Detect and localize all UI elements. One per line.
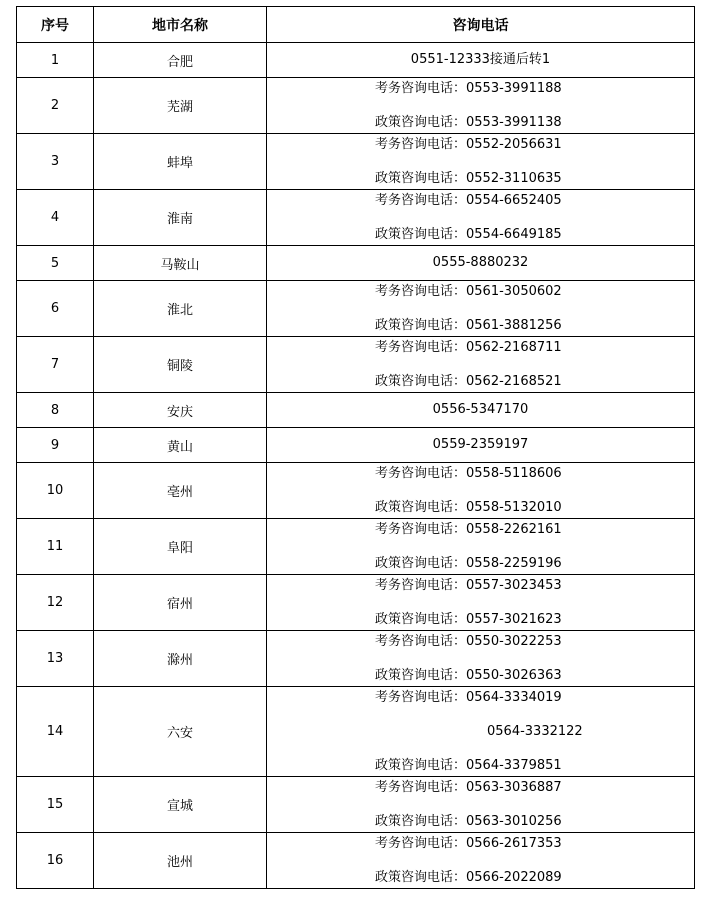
row-phone <box>267 43 695 78</box>
phone-line: 政策咨询电话：0550-3026363 <box>375 668 562 683</box>
phone-list <box>267 339 694 390</box>
table-row <box>17 631 695 687</box>
row-index: 10 <box>17 463 94 519</box>
row-phone <box>267 519 695 575</box>
table-row <box>17 687 695 777</box>
row-city: 铜陵 <box>94 337 267 393</box>
phone-line: 考务咨询电话：0562-2168711 <box>375 340 562 355</box>
phone-line: 考务咨询电话：0553-3991188 <box>375 81 562 96</box>
phone-line: 考务咨询电话：0564-3334019 <box>375 690 562 705</box>
phone-line: 政策咨询电话：0561-3881256 <box>375 318 562 333</box>
phone-list <box>267 521 694 572</box>
row-index: 1 <box>17 43 94 78</box>
table-row <box>17 519 695 575</box>
header-phone: 咨询电话 <box>267 7 695 43</box>
phone-line: 政策咨询电话：0563-3010256 <box>375 814 562 829</box>
phone-list <box>267 283 694 334</box>
table-row <box>17 134 695 190</box>
phone-number: 0555-8880232 <box>432 255 529 270</box>
row-index: 12 <box>17 575 94 631</box>
consultation-phone-table <box>16 6 695 889</box>
table-row <box>17 337 695 393</box>
row-phone <box>267 428 695 463</box>
table-row <box>17 463 695 519</box>
row-phone <box>267 777 695 833</box>
phone-line: 政策咨询电话：0558-5132010 <box>375 500 562 515</box>
row-phone <box>267 463 695 519</box>
row-phone <box>267 246 695 281</box>
row-phone <box>267 631 695 687</box>
phone-line: 考务咨询电话：0566-2617353 <box>375 836 562 851</box>
header-index: 序号 <box>17 7 94 43</box>
phone-list <box>267 465 694 516</box>
row-city: 合肥 <box>94 43 267 78</box>
row-index: 8 <box>17 393 94 428</box>
row-index: 11 <box>17 519 94 575</box>
table-header-row <box>17 7 695 43</box>
table-row <box>17 393 695 428</box>
table-row <box>17 78 695 134</box>
phone-number: 0551-12333接通后转1 <box>410 52 551 67</box>
table-row <box>17 246 695 281</box>
row-city: 蚌埠 <box>94 134 267 190</box>
phone-line: 考务咨询电话：0558-2262161 <box>375 522 562 537</box>
row-phone <box>267 833 695 889</box>
table-row <box>17 43 695 78</box>
row-index: 2 <box>17 78 94 134</box>
row-city: 宿州 <box>94 575 267 631</box>
phone-list <box>267 136 694 187</box>
phone-number: 0556-5347170 <box>432 402 529 417</box>
phone-list <box>267 835 694 886</box>
row-index: 15 <box>17 777 94 833</box>
row-city: 黄山 <box>94 428 267 463</box>
phone-list <box>267 577 694 628</box>
row-index: 5 <box>17 246 94 281</box>
phone-list <box>267 80 694 131</box>
phone-list <box>267 633 694 684</box>
row-index: 7 <box>17 337 94 393</box>
header-city: 地市名称 <box>94 7 267 43</box>
phone-list <box>267 779 694 830</box>
row-phone <box>267 687 695 777</box>
phone-line: 政策咨询电话：0566-2022089 <box>375 870 562 885</box>
row-phone <box>267 78 695 134</box>
table-row <box>17 777 695 833</box>
row-city: 滁州 <box>94 631 267 687</box>
row-phone <box>267 393 695 428</box>
row-index: 16 <box>17 833 94 889</box>
row-city: 宣城 <box>94 777 267 833</box>
table-row <box>17 190 695 246</box>
row-phone <box>267 134 695 190</box>
row-city: 六安 <box>94 687 267 777</box>
row-city: 马鞍山 <box>94 246 267 281</box>
table-row <box>17 575 695 631</box>
phone-line: 政策咨询电话：0553-3991138 <box>375 115 562 130</box>
phone-line: 考务咨询电话：0552-2056631 <box>375 137 562 152</box>
row-phone <box>267 337 695 393</box>
row-city: 淮南 <box>94 190 267 246</box>
row-phone <box>267 575 695 631</box>
row-city: 芜湖 <box>94 78 267 134</box>
row-city: 池州 <box>94 833 267 889</box>
row-city: 淮北 <box>94 281 267 337</box>
row-city: 阜阳 <box>94 519 267 575</box>
row-index: 9 <box>17 428 94 463</box>
phone-line: 0564-3332122 <box>487 724 583 739</box>
table-row <box>17 833 695 889</box>
row-city: 亳州 <box>94 463 267 519</box>
row-index: 13 <box>17 631 94 687</box>
phone-line: 政策咨询电话：0562-2168521 <box>375 374 562 389</box>
phone-number: 0559-2359197 <box>432 437 529 452</box>
phone-line: 考务咨询电话：0563-3036887 <box>375 780 562 795</box>
row-city: 安庆 <box>94 393 267 428</box>
phone-line: 政策咨询电话：0552-3110635 <box>375 171 562 186</box>
phone-line: 考务咨询电话：0557-3023453 <box>375 578 562 593</box>
phone-list <box>267 192 694 243</box>
phone-line: 政策咨询电话：0558-2259196 <box>375 556 562 571</box>
phone-line: 政策咨询电话：0564-3379851 <box>375 758 562 773</box>
row-index: 14 <box>17 687 94 777</box>
phone-line: 政策咨询电话：0557-3021623 <box>375 612 562 627</box>
table-row <box>17 428 695 463</box>
phone-list <box>267 689 694 774</box>
phone-line: 考务咨询电话：0561-3050602 <box>375 284 562 299</box>
table-row <box>17 281 695 337</box>
row-index: 6 <box>17 281 94 337</box>
row-index: 3 <box>17 134 94 190</box>
row-phone <box>267 281 695 337</box>
phone-line: 政策咨询电话：0554-6649185 <box>375 227 562 242</box>
table-body <box>17 43 695 889</box>
row-index: 4 <box>17 190 94 246</box>
phone-line: 考务咨询电话：0558-5118606 <box>375 466 562 481</box>
phone-line: 考务咨询电话：0550-3022253 <box>375 634 562 649</box>
phone-line: 考务咨询电话：0554-6652405 <box>375 193 562 208</box>
row-phone <box>267 190 695 246</box>
